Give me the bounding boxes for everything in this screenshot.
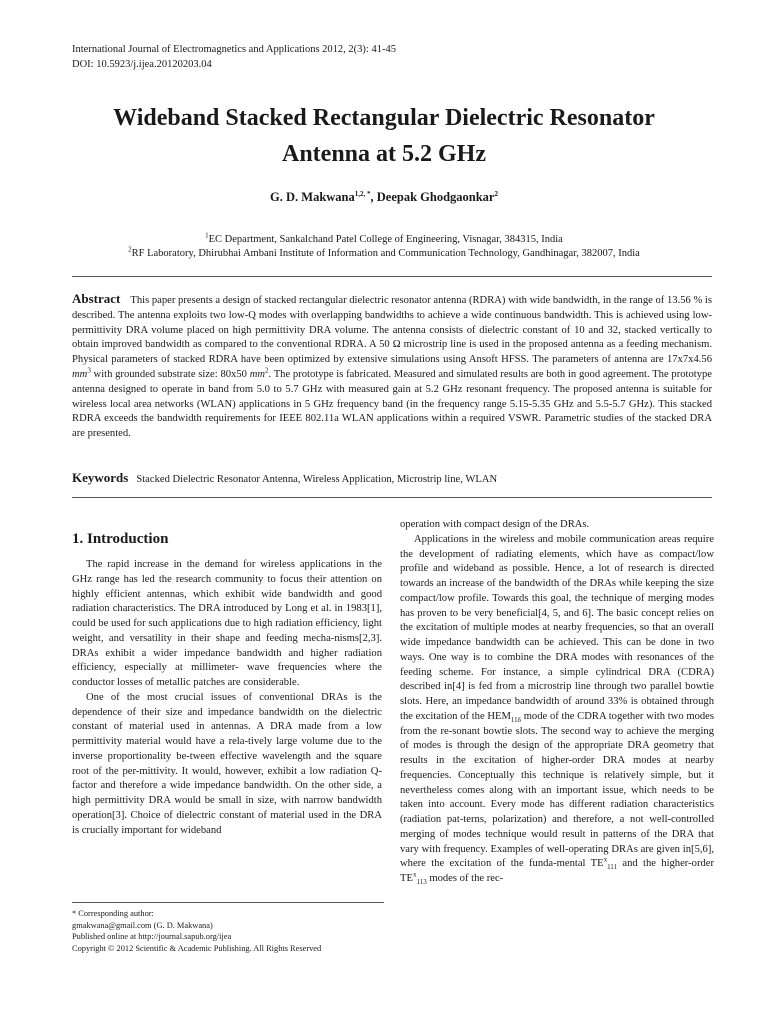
doi: DOI: 10.5923/j.ijea.20120203.04 (72, 59, 212, 70)
intro-p3-part-b: mode of the CDRA together with two modes from the re-sonant bowtie slots. The second way to achieve the merging of modes is through the design of the appropriate DRA geometry that results in the excitation of higher-order DRA modes at nearby frequencies. Conceptually this technique is relatively simple, but it nevertheless comes along with an important issue, which needs to be taken into account. Every mode has different radiation characteristics (radiation pat-terns, polarization) and therefore, a not well-controlled merging of modes technique would result in patterns of the DRA that vary with frequency. Examples of well-operating DRAs are given in[5,6], where the excitation of the funda-mental TE (400, 710, 714, 870)
hem-subscript: 11δ (510, 715, 521, 724)
abstract (72, 292, 712, 442)
intro-p3-part-d: modes of the rec- (426, 873, 504, 884)
divider-top (72, 276, 712, 277)
intro-p3-part-c: and the higher-order TE (400, 858, 714, 884)
keywords-text: Stacked Dielectric Resonator Antenna, Wireless Application, Microstrip line, WLAN (136, 474, 498, 485)
left-column (72, 558, 382, 838)
footnote-email: gmakwana@gmail.com (G. D. Makwana) (72, 920, 213, 930)
abstract-unit-1-exp: 3 (87, 366, 91, 375)
author-separator: , (370, 190, 377, 204)
title-line-1: Wideband Stacked Rectangular Dielectric Resonator (113, 105, 655, 131)
footnote-published: Published online at http://journal.sapub.org/ijea (72, 932, 232, 941)
divider-bottom (72, 497, 712, 498)
intro-continuation: operation with compact design of the DRAs. (400, 519, 590, 530)
footnote-corresponding: * Corresponding author: (72, 909, 154, 918)
affiliation-2-text: RF Laboratory, Dhirubhai Ambani Institute of Information and Communication Technology, Gandhinagar, 382007, India (131, 248, 640, 259)
affiliation-1 (72, 233, 696, 247)
keywords (72, 470, 712, 486)
abstract-label: Abstract (72, 291, 121, 306)
author-2: Deepak Ghodgaonkar (376, 190, 495, 204)
te2-superscript: x (412, 870, 417, 879)
right-column (400, 518, 714, 887)
abstract-unit-1: mm (72, 368, 88, 380)
author-1: G. D. Makwana (270, 190, 355, 204)
intro-paragraph-1: The rapid increase in the demand for wireless applications in the GHz range has led the research community to focus their attention on highly efficient antennas, which exhibit wide bandwidth and good radiation characteristics. The DRA introduced by Long et al. in 1983[1], could be used for such applications due to high radiation efficiency, light weight, and versatility in their shape and feeding mecha-nisms[2,3]. DRAs exhibit a wider impedance bandwidth and higher radiation efficiency, especially at millimeter- wave frequencies where the conductor losses of metallic patches are considerable. (72, 559, 382, 688)
author-2-affiliation-mark: 2 (494, 189, 498, 198)
te2-subscript: 113 (416, 878, 427, 887)
keywords-label: Keywords (72, 470, 129, 485)
abstract-unit-2-exp: 2 (265, 366, 269, 375)
author-list (72, 190, 696, 205)
affiliations (72, 233, 696, 261)
footnote-copyright: Copyright © 2012 Scientific & Academic Publishing. All Rights Reserved (72, 943, 322, 953)
affiliation-1-mark: 1 (205, 231, 209, 240)
abstract-text-3: . The prototype is fabricated. Measured and simulated results are both in good agreement. The prototype antenna designed to operate in band from 5.0 to 5.7 GHz with measured gain at 5.2 GHz resonant frequency. The proposed antenna is suitable for wireless local area networks (WLAN) applications in 5 GHz frequency band (in the frequency range 5.15-5.35 GHz and 5.5-5.7 GHz). This stacked RDRA exceeds the bandwidth requirements for IEEE 802.11a WLAN applications within a required VSWR. Parametric studies of the stacked DRA are presented. (72, 368, 713, 440)
te1-subscript: 111 (607, 863, 618, 872)
footnote (72, 908, 384, 954)
journal-citation: International Journal of Electromagnetics and Applications 2012, 2(3): 41-45 (72, 44, 396, 55)
paper-title (60, 100, 708, 172)
affiliation-2-mark: 2 (128, 245, 132, 254)
abstract-text-1: This paper presents a design of stacked rectangular dielectric resonator antenna (RDRA) with wide bandwidth, in the range of 13.56 % is described. The antenna exploits two low-Q modes with overlapping bandwidths to achieve a wide continuous bandwidth. This is achieved using low-permittivity DRA volume placed on high permittivity DRA volume. The antenna consists of dielectric constant of 10 and 32, stacked vertically to obtain improved bandwidth as compared to the conventional RDRA. A 50 Ω microstrip line is used in the proposed antenna as a feeding mechanism. Physical parameters of stacked RDRA have been optimized by extensive simulations using Ansoft HFSS. The parameters of antenna are 17x7x4.56 (72, 295, 712, 366)
te1-superscript: x (603, 855, 608, 864)
intro-p3-part-a: Applications in the wireless and mobile communication areas require the development of radiating elements, which have as compact/low profile and wideband as possible. Hence, a lot of research is directed towards an increase of the bandwidth of the DRAs while keeping the size compact/low profile. Towards this goal, the technique of merging modes has proven to be very beneficial[4, 5, and 6]. The basic concept relies on the excitation of multiple modes at nearby frequencies, so that an overall wide impedance bandwidth can be achieved. This can be done in two ways. One way is to combine the DRA modes with resonances of the feeding scheme. For instance, a simple cylindrical DRA (CDRA) described in[4] is fed from a microstrip line through two parallel bowtie slots. Here, an impedance bandwidth of around 33% is obtained through the excitation of the HEM (400, 533, 714, 722)
intro-paragraph-3 (400, 533, 714, 887)
abstract-unit-2: mm (249, 368, 265, 380)
section-heading-introduction: 1. Introduction (72, 531, 169, 547)
author-1-affiliation-mark: 1,2, * (354, 189, 371, 198)
title-line-2: Antenna at 5.2 GHz (282, 141, 486, 167)
intro-paragraph-2: One of the most crucial issues of conventional DRAs is the dependence of their size and impedance bandwidth on the dielectric constant of material used in antennas. A DRA made from a low permittivity material would have a rela-tively large volume due to the inverse proportionality be-tween effective wavelength and the square root of the per-mittivity. It would, however, exhibit a low radiation Q-factor and therefore a wide impedance bandwidth. On the other side, a high permittivity DRA would be small in size, with narrow bandwidth operation[3]. Choice of dielectric constant of material used in the DRA is crucially important for wideband (72, 691, 382, 836)
affiliation-2 (72, 247, 696, 261)
journal-header (72, 42, 396, 72)
abstract-text-2: with grounded substrate size: 80x50 (90, 368, 250, 380)
affiliation-1-text: EC Department, Sankalchand Patel College of Engineering, Visnagar, 384315, India (208, 234, 563, 245)
footnote-divider (72, 902, 384, 903)
